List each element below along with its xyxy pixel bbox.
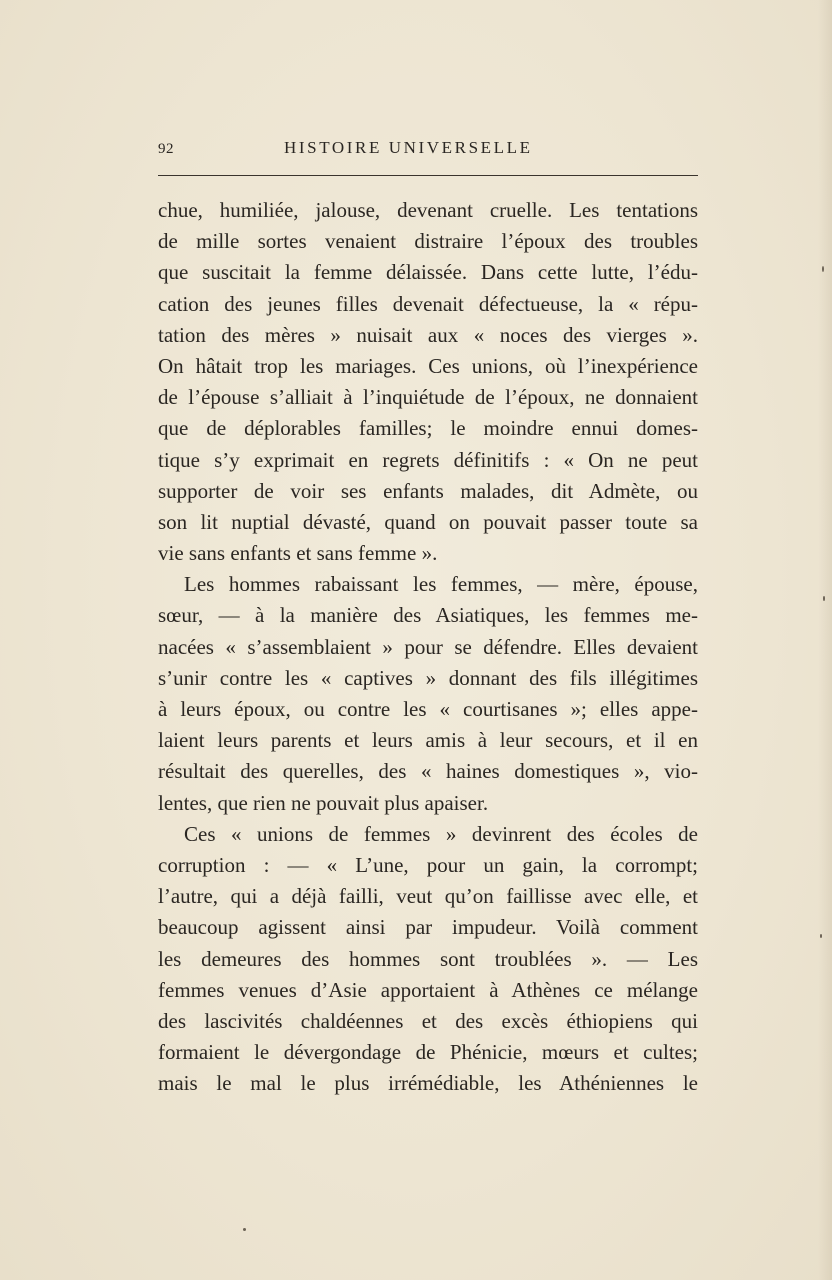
text-line: que suscitait la femme délaissée. Dans cette lutte, l’édu- (158, 260, 698, 285)
text-line: de l’épouse s’alliait à l’inquiétude de l’époux, ne donnaient (158, 385, 698, 410)
text-line: formaient le dévergondage de Phénicie, mœurs et cultes; (158, 1040, 698, 1065)
text-line: l’autre, qui a déjà failli, veut qu’on faillisse avec elle, et (158, 884, 698, 909)
text-line: s’unir contre les « captives » donnant des fils illégitimes (158, 665, 698, 690)
header-rule (158, 175, 698, 176)
text-line: les demeures des hommes sont troublées ». — Les (158, 946, 698, 971)
text-line: cation des jeunes filles devenait défectueuse, la « répu- (158, 291, 698, 316)
text-line: que de déplorables familles; le moindre ennui domes- (158, 416, 698, 441)
running-title: HISTOIRE UNIVERSELLE (284, 138, 533, 157)
text-line: supporter de voir ses enfants malades, dit Admète, ou (158, 478, 698, 503)
text-line: beaucoup agissent ainsi par impudeur. Voilà comment (158, 915, 698, 940)
text-line: tique s’y exprimait en regrets définitifs : « On ne peut (158, 447, 698, 472)
page-number: 92 (158, 141, 174, 157)
paper-speck (823, 596, 825, 601)
text-line: tation des mères » nuisait aux « noces des vierges ». (158, 322, 698, 347)
text-line: son lit nuptial dévasté, quand on pouvait passer toute sa (158, 509, 698, 534)
text-line: chue, humiliée, jalouse, devenant cruelle. Les tentations (158, 198, 698, 222)
paper-speck (243, 1228, 246, 1231)
text-line: vie sans enfants et sans femme ». (158, 541, 438, 566)
text-line: corruption : — « L’une, pour un gain, la corrompt; (158, 852, 698, 877)
page-edge-shadow (818, 0, 832, 1280)
text-line: de mille sortes venaient distraire l’époux des troubles (158, 229, 698, 254)
body-text (158, 195, 698, 1099)
text-line: mais le mal le plus irrémédiable, les Athéniennes le (158, 1071, 698, 1096)
paragraph-first-line: Les hommes rabaissant les femmes, — mère, épouse, (184, 572, 698, 597)
text-line: résultait des querelles, des « haines domestiques », vio- (158, 759, 698, 784)
paper-speck (820, 934, 822, 938)
text-line: lentes, que rien ne pouvait plus apaiser. (158, 790, 489, 815)
text-line: On hâtait trop les mariages. Ces unions, où l’inexpérience (158, 353, 698, 378)
paragraph-first-line: Ces « unions de femmes » devinrent des écoles de (184, 821, 698, 846)
text-line: femmes venues d’Asie apportaient à Athènes ce mélange (158, 977, 698, 1002)
text-line: à leurs époux, ou contre les « courtisanes »; elles appe- (158, 697, 698, 721)
text-line: nacées « s’assemblaient » pour se défendre. Elles devaient (158, 634, 698, 659)
page-header (158, 136, 698, 164)
text-line: des lascivités chaldéennes et des excès éthiopiens qui (158, 1008, 698, 1033)
text-line: sœur, — à la manière des Asiatiques, les femmes me- (158, 603, 698, 628)
paper-speck (822, 266, 824, 272)
text-line: laient leurs parents et leurs amis à leur secours, et il en (158, 728, 698, 753)
